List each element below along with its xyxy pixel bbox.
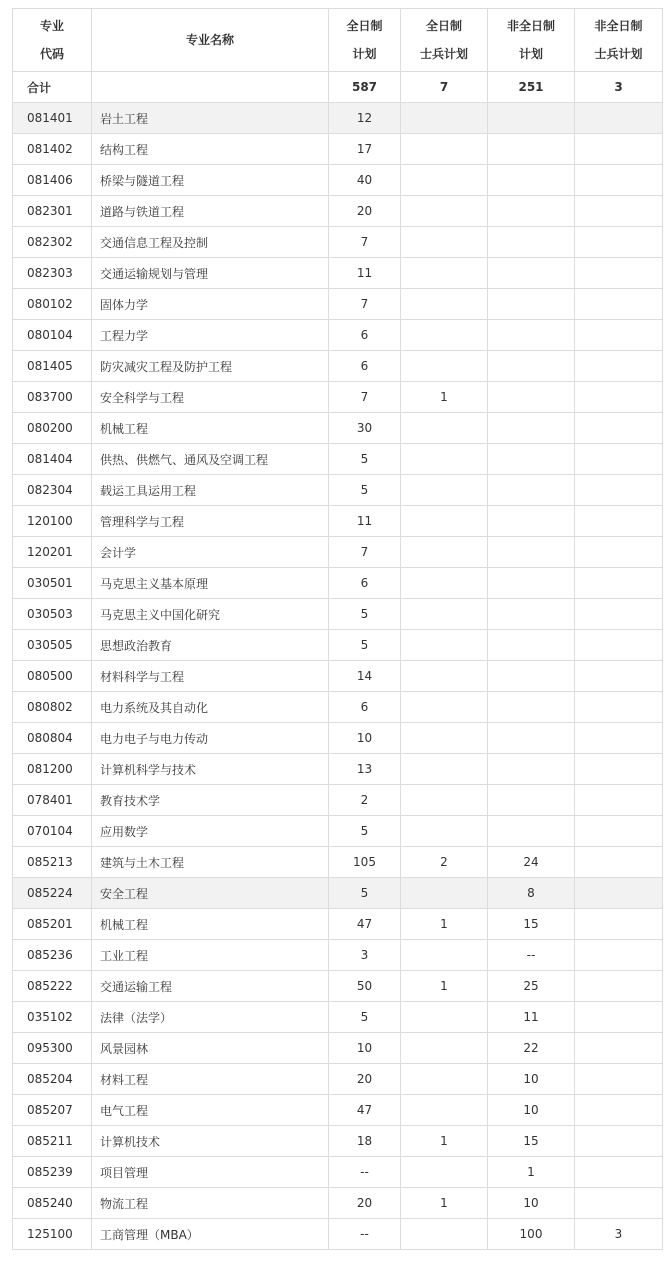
- row-code: 081401: [13, 103, 92, 134]
- row-parttime: [488, 692, 575, 723]
- row-parttime: [488, 165, 575, 196]
- row-name: 应用数学: [92, 816, 329, 847]
- total-parttime: 251: [488, 72, 575, 103]
- row-parttime: 24: [488, 847, 575, 878]
- row-fulltime: 10: [329, 723, 401, 754]
- row-fulltime-soldier: [401, 134, 488, 165]
- row-code: 085204: [13, 1064, 92, 1095]
- row-parttime-soldier: [575, 103, 663, 134]
- row-parttime-soldier: [575, 1157, 663, 1188]
- row-parttime: [488, 785, 575, 816]
- row-fulltime-soldier: [401, 475, 488, 506]
- row-parttime-soldier: [575, 785, 663, 816]
- row-parttime-soldier: [575, 568, 663, 599]
- table-row: [13, 103, 663, 134]
- row-code: 030501: [13, 568, 92, 599]
- table-row: [13, 258, 663, 289]
- table-row: [13, 599, 663, 630]
- row-parttime-soldier: [575, 165, 663, 196]
- row-code: 085222: [13, 971, 92, 1002]
- row-fulltime-soldier: [401, 506, 488, 537]
- row-fulltime: 5: [329, 878, 401, 909]
- header-code-line2: 代码: [39, 47, 64, 61]
- row-code: 080104: [13, 320, 92, 351]
- header-fulltime-soldier: [401, 9, 488, 72]
- row-parttime: [488, 103, 575, 134]
- row-fulltime: 13: [329, 754, 401, 785]
- row-code: 081404: [13, 444, 92, 475]
- row-name: 电气工程: [92, 1095, 329, 1126]
- row-code: 080804: [13, 723, 92, 754]
- row-name: 供热、供燃气、通风及空调工程: [92, 444, 329, 475]
- row-fulltime-soldier: 1: [401, 909, 488, 940]
- row-code: 085240: [13, 1188, 92, 1219]
- table-row: [13, 692, 663, 723]
- row-code: 085239: [13, 1157, 92, 1188]
- row-fulltime: 11: [329, 258, 401, 289]
- row-fulltime: 7: [329, 289, 401, 320]
- row-parttime: 25: [488, 971, 575, 1002]
- row-fulltime: 20: [329, 1064, 401, 1095]
- row-code: 095300: [13, 1033, 92, 1064]
- table-row: [13, 971, 663, 1002]
- table-row: [13, 475, 663, 506]
- header-parttime-line2: 计划: [518, 47, 543, 61]
- row-name: 结构工程: [92, 134, 329, 165]
- row-parttime: [488, 320, 575, 351]
- row-parttime-soldier: [575, 661, 663, 692]
- row-code: 070104: [13, 816, 92, 847]
- row-parttime: 22: [488, 1033, 575, 1064]
- row-name: 安全科学与工程: [92, 382, 329, 413]
- row-fulltime: 40: [329, 165, 401, 196]
- row-parttime: 10: [488, 1095, 575, 1126]
- row-fulltime: 20: [329, 1188, 401, 1219]
- row-name: 交通信息工程及控制: [92, 227, 329, 258]
- row-parttime-soldier: [575, 475, 663, 506]
- table-row: [13, 227, 663, 258]
- row-code: 120100: [13, 506, 92, 537]
- table-row: [13, 413, 663, 444]
- row-fulltime: 2: [329, 785, 401, 816]
- row-fulltime-soldier: 1: [401, 382, 488, 413]
- table-row: [13, 1064, 663, 1095]
- row-name: 机械工程: [92, 413, 329, 444]
- row-parttime: [488, 568, 575, 599]
- row-code: 080500: [13, 661, 92, 692]
- row-name: 工业工程: [92, 940, 329, 971]
- table-row: [13, 568, 663, 599]
- total-label: 合计: [13, 72, 92, 103]
- row-parttime: [488, 351, 575, 382]
- row-name: 风景园林: [92, 1033, 329, 1064]
- row-fulltime-soldier: [401, 103, 488, 134]
- row-fulltime: 11: [329, 506, 401, 537]
- row-fulltime: 30: [329, 413, 401, 444]
- row-fulltime: 3: [329, 940, 401, 971]
- row-code: 085201: [13, 909, 92, 940]
- header-parttime: [488, 9, 575, 72]
- row-parttime: [488, 816, 575, 847]
- row-name: 材料科学与工程: [92, 661, 329, 692]
- row-parttime-soldier: [575, 382, 663, 413]
- total-parttime-soldier: 3: [575, 72, 663, 103]
- row-fulltime-soldier: [401, 537, 488, 568]
- table-row: [13, 940, 663, 971]
- row-parttime-soldier: [575, 320, 663, 351]
- row-fulltime-soldier: [401, 258, 488, 289]
- row-parttime-soldier: 3: [575, 1219, 663, 1250]
- row-code: 120201: [13, 537, 92, 568]
- table-row: [13, 382, 663, 413]
- table-row: [13, 289, 663, 320]
- row-code: 081405: [13, 351, 92, 382]
- row-fulltime: 6: [329, 351, 401, 382]
- row-parttime-soldier: [575, 1095, 663, 1126]
- row-fulltime-soldier: [401, 723, 488, 754]
- row-name: 交通运输工程: [92, 971, 329, 1002]
- table-row: [13, 816, 663, 847]
- row-parttime-soldier: [575, 1126, 663, 1157]
- row-parttime-soldier: [575, 537, 663, 568]
- row-parttime-soldier: [575, 878, 663, 909]
- row-code: 085207: [13, 1095, 92, 1126]
- row-fulltime-soldier: [401, 785, 488, 816]
- row-parttime: [488, 630, 575, 661]
- row-parttime-soldier: [575, 1002, 663, 1033]
- row-fulltime-soldier: [401, 1033, 488, 1064]
- row-name: 工商管理（MBA）: [92, 1219, 329, 1250]
- row-parttime: [488, 289, 575, 320]
- row-code: 125100: [13, 1219, 92, 1250]
- row-parttime-soldier: [575, 754, 663, 785]
- row-parttime: [488, 413, 575, 444]
- row-code: 082302: [13, 227, 92, 258]
- table-header: [13, 9, 663, 72]
- row-code: 080802: [13, 692, 92, 723]
- row-parttime-soldier: [575, 971, 663, 1002]
- row-code: 082304: [13, 475, 92, 506]
- row-fulltime: 10: [329, 1033, 401, 1064]
- row-parttime-soldier: [575, 1188, 663, 1219]
- row-fulltime: 14: [329, 661, 401, 692]
- row-name: 马克思主义中国化研究: [92, 599, 329, 630]
- row-fulltime: 5: [329, 630, 401, 661]
- row-code: 081200: [13, 754, 92, 785]
- row-parttime: [488, 506, 575, 537]
- header-fulltime-line1: 全日制: [346, 19, 383, 33]
- row-name: 电力系统及其自动化: [92, 692, 329, 723]
- header-name: 专业名称: [92, 9, 329, 72]
- row-parttime: --: [488, 940, 575, 971]
- row-fulltime: 7: [329, 227, 401, 258]
- row-name: 载运工具运用工程: [92, 475, 329, 506]
- row-fulltime-soldier: [401, 1157, 488, 1188]
- row-parttime-soldier: [575, 289, 663, 320]
- table-row: [13, 754, 663, 785]
- row-parttime: 100: [488, 1219, 575, 1250]
- table-row: [13, 909, 663, 940]
- row-parttime-soldier: [575, 506, 663, 537]
- table-row: [13, 1033, 663, 1064]
- row-name: 思想政治教育: [92, 630, 329, 661]
- table-row: [13, 1157, 663, 1188]
- row-parttime-soldier: [575, 723, 663, 754]
- row-parttime-soldier: [575, 227, 663, 258]
- table-row: [13, 1002, 663, 1033]
- row-fulltime: --: [329, 1157, 401, 1188]
- table-row: [13, 1219, 663, 1250]
- row-parttime: 10: [488, 1188, 575, 1219]
- row-parttime-soldier: [575, 692, 663, 723]
- table-row: [13, 878, 663, 909]
- row-fulltime-soldier: [401, 289, 488, 320]
- row-parttime: 10: [488, 1064, 575, 1095]
- row-parttime-soldier: [575, 940, 663, 971]
- row-name: 道路与铁道工程: [92, 196, 329, 227]
- row-parttime: [488, 475, 575, 506]
- row-parttime-soldier: [575, 909, 663, 940]
- row-name: 项目管理: [92, 1157, 329, 1188]
- row-fulltime: 18: [329, 1126, 401, 1157]
- row-parttime: [488, 258, 575, 289]
- row-parttime: 15: [488, 909, 575, 940]
- row-fulltime: 17: [329, 134, 401, 165]
- row-fulltime-soldier: [401, 444, 488, 475]
- row-parttime-soldier: [575, 1033, 663, 1064]
- row-name: 法律（法学）: [92, 1002, 329, 1033]
- row-code: 081402: [13, 134, 92, 165]
- row-fulltime: 12: [329, 103, 401, 134]
- row-fulltime-soldier: [401, 1002, 488, 1033]
- row-parttime: [488, 134, 575, 165]
- row-name: 计算机技术: [92, 1126, 329, 1157]
- row-parttime-soldier: [575, 847, 663, 878]
- row-fulltime-soldier: 1: [401, 971, 488, 1002]
- row-parttime-soldier: [575, 816, 663, 847]
- row-code: 030503: [13, 599, 92, 630]
- table-row: [13, 444, 663, 475]
- row-fulltime-soldier: 1: [401, 1188, 488, 1219]
- row-fulltime-soldier: [401, 754, 488, 785]
- row-fulltime-soldier: 2: [401, 847, 488, 878]
- table-row: [13, 537, 663, 568]
- row-fulltime-soldier: [401, 692, 488, 723]
- row-parttime-soldier: [575, 413, 663, 444]
- row-fulltime-soldier: [401, 1064, 488, 1095]
- row-code: 085213: [13, 847, 92, 878]
- row-fulltime-soldier: [401, 1219, 488, 1250]
- row-code: 085211: [13, 1126, 92, 1157]
- table-row: [13, 661, 663, 692]
- row-code: 035102: [13, 1002, 92, 1033]
- row-code: 080102: [13, 289, 92, 320]
- row-name: 管理科学与工程: [92, 506, 329, 537]
- row-fulltime-soldier: [401, 196, 488, 227]
- row-fulltime-soldier: [401, 568, 488, 599]
- row-fulltime: 20: [329, 196, 401, 227]
- table-body: [13, 72, 663, 1250]
- row-name: 物流工程: [92, 1188, 329, 1219]
- row-name: 安全工程: [92, 878, 329, 909]
- header-code-line1: 专业: [39, 19, 64, 33]
- row-parttime: [488, 227, 575, 258]
- row-parttime: [488, 599, 575, 630]
- total-row: [13, 72, 663, 103]
- table-row: [13, 630, 663, 661]
- header-parttime-soldier-line1: 非全日制: [594, 19, 643, 33]
- row-fulltime: 5: [329, 816, 401, 847]
- row-fulltime: 50: [329, 971, 401, 1002]
- table-row: [13, 1188, 663, 1219]
- table-row: [13, 847, 663, 878]
- row-parttime-soldier: [575, 599, 663, 630]
- row-fulltime-soldier: [401, 165, 488, 196]
- row-parttime-soldier: [575, 1064, 663, 1095]
- row-name: 建筑与土木工程: [92, 847, 329, 878]
- header-parttime-line1: 非全日制: [506, 19, 555, 33]
- header-parttime-soldier: [575, 9, 663, 72]
- table-row: [13, 1126, 663, 1157]
- table-row: [13, 723, 663, 754]
- row-parttime: [488, 661, 575, 692]
- row-fulltime: 7: [329, 537, 401, 568]
- total-name-cell: [92, 72, 329, 103]
- row-parttime: 1: [488, 1157, 575, 1188]
- table-row: [13, 1095, 663, 1126]
- row-parttime-soldier: [575, 196, 663, 227]
- row-fulltime-soldier: [401, 940, 488, 971]
- row-fulltime: 47: [329, 909, 401, 940]
- row-name: 工程力学: [92, 320, 329, 351]
- row-fulltime: 5: [329, 444, 401, 475]
- row-fulltime: 7: [329, 382, 401, 413]
- header-fulltime-line2: 计划: [352, 47, 377, 61]
- row-fulltime: 5: [329, 1002, 401, 1033]
- row-fulltime-soldier: [401, 413, 488, 444]
- row-code: 082301: [13, 196, 92, 227]
- row-fulltime: 6: [329, 692, 401, 723]
- header-fulltime: [329, 9, 401, 72]
- row-parttime: [488, 754, 575, 785]
- table-row: [13, 134, 663, 165]
- row-code: 085236: [13, 940, 92, 971]
- row-name: 岩土工程: [92, 103, 329, 134]
- row-name: 会计学: [92, 537, 329, 568]
- table-row: [13, 320, 663, 351]
- row-parttime: [488, 723, 575, 754]
- total-fulltime-soldier: 7: [401, 72, 488, 103]
- table-row: [13, 351, 663, 382]
- row-fulltime-soldier: [401, 630, 488, 661]
- row-parttime: [488, 537, 575, 568]
- table-row: [13, 785, 663, 816]
- row-fulltime-soldier: [401, 1095, 488, 1126]
- row-fulltime-soldier: [401, 227, 488, 258]
- row-parttime: [488, 444, 575, 475]
- table-row: [13, 165, 663, 196]
- row-name: 教育技术学: [92, 785, 329, 816]
- row-fulltime-soldier: [401, 661, 488, 692]
- row-fulltime: 105: [329, 847, 401, 878]
- row-parttime: 15: [488, 1126, 575, 1157]
- row-name: 机械工程: [92, 909, 329, 940]
- row-code: 085224: [13, 878, 92, 909]
- row-code: 078401: [13, 785, 92, 816]
- row-name: 防灾减灾工程及防护工程: [92, 351, 329, 382]
- enrollment-plan-table: [12, 8, 663, 1250]
- row-parttime-soldier: [575, 444, 663, 475]
- header-parttime-soldier-line2: 士兵计划: [594, 47, 643, 61]
- row-parttime-soldier: [575, 630, 663, 661]
- row-fulltime: 5: [329, 475, 401, 506]
- row-fulltime: 6: [329, 568, 401, 599]
- row-parttime-soldier: [575, 258, 663, 289]
- header-fulltime-soldier-line2: 士兵计划: [419, 47, 468, 61]
- row-fulltime-soldier: 1: [401, 1126, 488, 1157]
- row-name: 交通运输规划与管理: [92, 258, 329, 289]
- row-parttime: 11: [488, 1002, 575, 1033]
- row-code: 083700: [13, 382, 92, 413]
- row-name: 计算机科学与技术: [92, 754, 329, 785]
- row-name: 固体力学: [92, 289, 329, 320]
- row-fulltime-soldier: [401, 320, 488, 351]
- row-parttime: [488, 382, 575, 413]
- row-fulltime: 47: [329, 1095, 401, 1126]
- row-fulltime: --: [329, 1219, 401, 1250]
- total-fulltime: 587: [329, 72, 401, 103]
- row-fulltime: 5: [329, 599, 401, 630]
- row-name: 电力电子与电力传动: [92, 723, 329, 754]
- row-fulltime-soldier: [401, 878, 488, 909]
- row-fulltime-soldier: [401, 816, 488, 847]
- row-parttime: 8: [488, 878, 575, 909]
- header-code: [13, 9, 92, 72]
- table-row: [13, 506, 663, 537]
- row-parttime: [488, 196, 575, 227]
- row-fulltime-soldier: [401, 599, 488, 630]
- row-code: 030505: [13, 630, 92, 661]
- table-row: [13, 196, 663, 227]
- row-parttime-soldier: [575, 134, 663, 165]
- row-code: 082303: [13, 258, 92, 289]
- row-fulltime: 6: [329, 320, 401, 351]
- row-parttime-soldier: [575, 351, 663, 382]
- header-fulltime-soldier-line1: 全日制: [425, 19, 462, 33]
- row-code: 080200: [13, 413, 92, 444]
- row-name: 马克思主义基本原理: [92, 568, 329, 599]
- row-name: 材料工程: [92, 1064, 329, 1095]
- row-fulltime-soldier: [401, 351, 488, 382]
- row-name: 桥梁与隧道工程: [92, 165, 329, 196]
- row-code: 081406: [13, 165, 92, 196]
